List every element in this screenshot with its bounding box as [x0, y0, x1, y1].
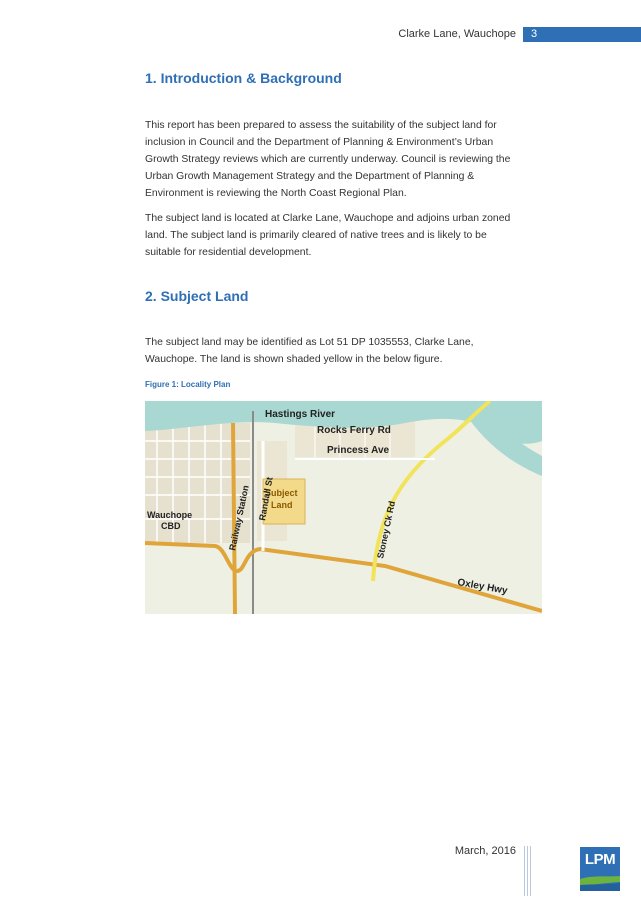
footer-date: March, 2016	[454, 845, 516, 857]
paragraph-intro-2: The subject land is located at Clarke Lane, Wauchope and adjoins urban zoned land. The subject land is primarily cleared of native trees and is likely to be suitable for residential development.	[145, 213, 511, 258]
label-randall-st: Randall St	[257, 476, 275, 522]
paragraph-subject-land: The subject land may be identified as Lot 51 DP 1035553, Clarke Lane, Wauchope. The land is shown shaded yellow in the below figure.	[145, 337, 474, 365]
label-cbd: CBD	[161, 521, 181, 531]
label-oxley-hwy: Oxley Hwy	[456, 577, 509, 597]
label-stoney-ck-rd: Stoney Ck Rd	[375, 500, 398, 560]
locality-map	[145, 401, 542, 614]
logo-graphic	[580, 873, 620, 891]
section-2-heading: 2. Subject Land	[145, 288, 249, 304]
label-land: Land	[271, 500, 293, 510]
header-title: Clarke Lane, Wauchope	[398, 28, 516, 40]
label-princess-ave: Princess Ave	[327, 445, 390, 456]
figure-caption: Figure 1: Locality Plan	[145, 380, 231, 389]
label-railway-station: Railway Station	[227, 484, 251, 552]
footer-divider	[524, 846, 532, 896]
label-rocks-ferry-rd: Rocks Ferry Rd	[317, 425, 391, 436]
lpm-logo	[580, 847, 620, 891]
locality-map-svg	[145, 401, 542, 614]
logo-text: LPM	[580, 847, 620, 873]
label-subject: Subject	[265, 488, 298, 498]
page-number: 3	[523, 27, 641, 42]
label-wauchope: Wauchope	[147, 510, 193, 520]
section-1-heading: 1. Introduction & Background	[145, 70, 342, 86]
paragraph-intro-1: This report has been prepared to assess the suitability of the subject land for inclusion in Council and the Department of Planning & Environment’s Urban Growth Strategy reviews which are currently underway. Council is reviewing the Urban Growth Management Strategy and the Department of Planning & Environment is reviewing the North Coast Regional Plan.	[145, 120, 511, 199]
label-hastings-river: Hastings River	[265, 409, 336, 420]
